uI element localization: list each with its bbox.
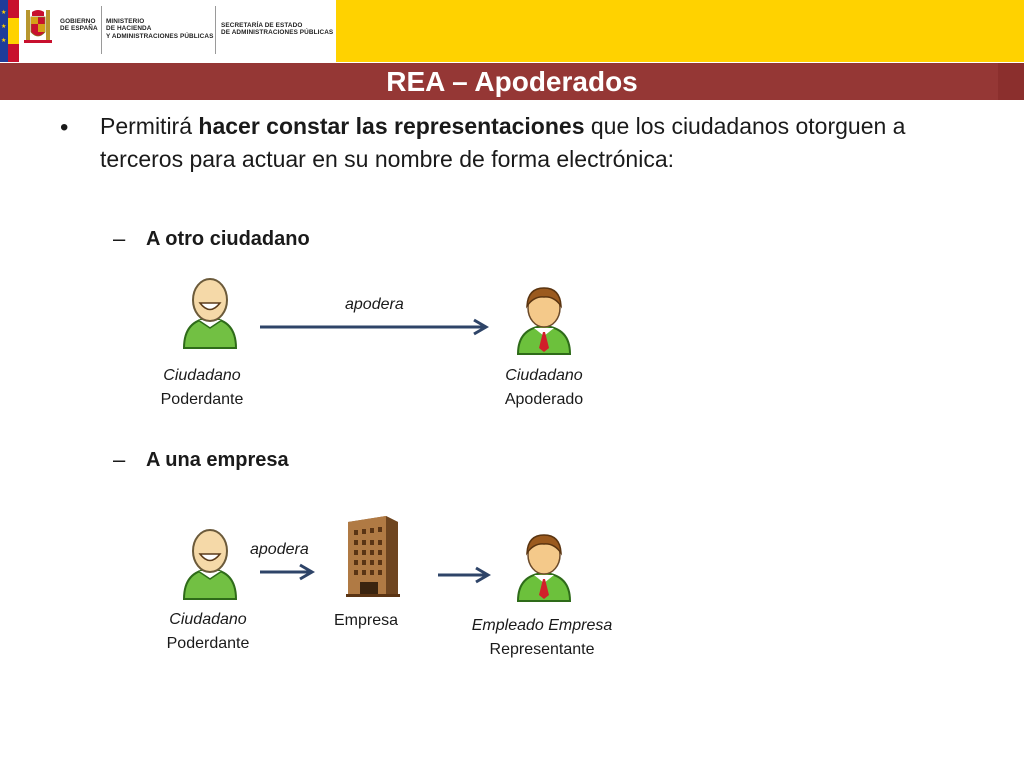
company-building-icon: [340, 512, 404, 600]
label-to-1: Ciudadano Apoderado: [504, 367, 584, 408]
citizen-poderdante-icon-2: [180, 527, 240, 601]
sub-bullet-company: A una empresa: [146, 449, 289, 471]
page-title: REA – Apoderados: [386, 66, 638, 97]
citizen-poderdante-icon: [180, 276, 240, 350]
coat-of-arms-icon: [22, 8, 54, 48]
employee-representante-icon: [514, 531, 574, 603]
ministerio-text: MINISTERIO DE HACIENDA Y ADMINISTRACIONES PÚBLICAS: [106, 18, 214, 40]
sub-bullet-dash: –: [113, 447, 126, 472]
bullet-marker: •: [60, 114, 69, 141]
apodera-label-2: apodera: [250, 541, 309, 558]
header-bar: [0, 0, 1024, 62]
title-bar: [0, 63, 1024, 100]
label-company: Empresa: [333, 612, 399, 629]
flag-icon: ★ ★ ★: [0, 0, 19, 62]
sub-bullet-dash: –: [113, 226, 126, 251]
gobierno-text: GOBIERNO DE ESPAÑA: [60, 18, 98, 33]
main-bullet-text: Permitirá hacer constar las representaciones que los ciudadanos otorguen a terceros para actuar en su nombre de forma electrónica:: [100, 113, 906, 172]
label-from-2: Ciudadano Poderdante: [166, 611, 250, 652]
label-from-1: Ciudadano Poderdante: [160, 367, 244, 408]
citizen-apoderado-icon: [514, 284, 574, 356]
arrow-apodera-1: [258, 318, 490, 336]
arrow-apodera-2: [258, 563, 316, 581]
logo-area: [0, 0, 336, 62]
arrow-representa: [436, 566, 492, 584]
secretaria-text: SECRETARÍA DE ESTADO DE ADMINISTRACIONES PÚBLICAS: [221, 22, 334, 37]
sub-bullet-citizen: A otro ciudadano: [146, 228, 310, 250]
label-to-2: Empleado Empresa Representante: [471, 617, 613, 658]
apodera-label-1: apodera: [345, 296, 404, 313]
